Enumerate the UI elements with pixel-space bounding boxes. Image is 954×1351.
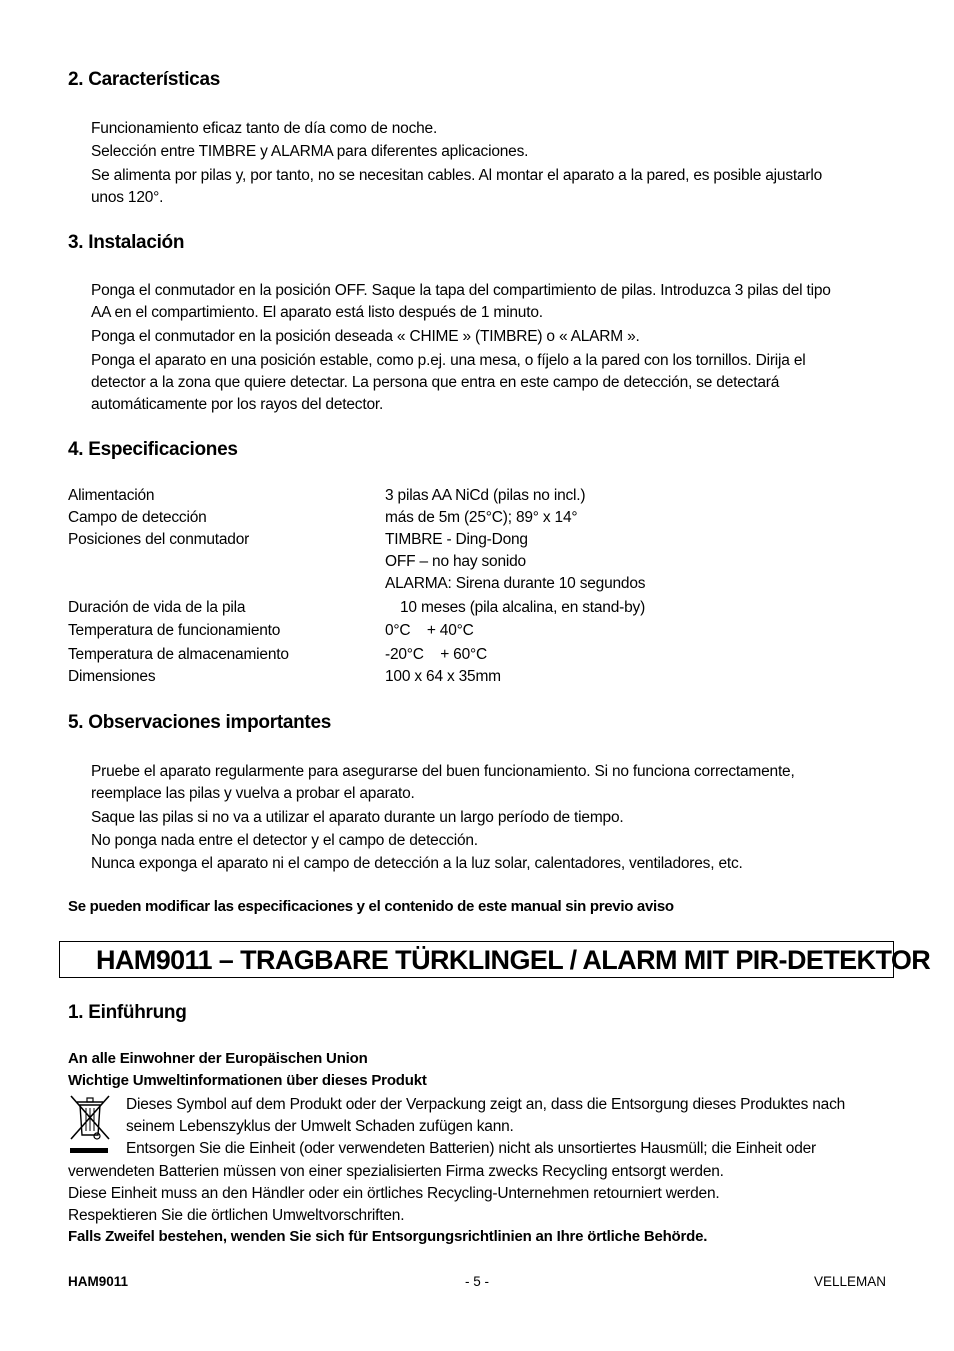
spec-label: Alimentación <box>68 487 155 504</box>
instalacion-line-6: automáticamente por los rayos del detector. <box>91 396 384 413</box>
einfuehrung-line-3: Entsorgen Sie die Einheit (oder verwendeten Batterien) nicht als unsortiertes Hausmüll; die Einheit oder <box>126 1140 817 1157</box>
footer-page-number: - 5 - <box>465 1274 490 1289</box>
einfuehrung-final-bold: Falls Zweifel bestehen, wenden Sie sich für Entsorgungsrichtlinien an Ihre örtliche Behörde. <box>68 1228 708 1245</box>
spec-value: OFF – no hay sonido <box>385 553 526 570</box>
observaciones-line-5: Nunca exponga el aparato ni el campo de detección a la luz solar, calentadores, ventiladores, etc. <box>91 855 743 872</box>
caracteristicas-line-1: Funcionamiento eficaz tanto de día como de noche. <box>91 120 438 137</box>
heading-especificaciones: 4. Especificaciones <box>68 439 238 460</box>
spec-label: Posiciones del conmutador <box>68 531 250 548</box>
einfuehrung-line-2: seinem Lebenszyklus der Umwelt Schaden zufügen kann. <box>126 1118 514 1135</box>
spec-value: más de 5m (25°C); 89° x 14° <box>385 509 578 526</box>
einfuehrung-bold-line-2: Wichtige Umweltinformationen über dieses Produkt <box>68 1072 427 1089</box>
spec-label: Temperatura de almacenamiento <box>68 646 289 663</box>
spec-value: 100 x 64 x 35mm <box>385 668 501 685</box>
instalacion-line-5: detector a la zona que quiere detectar. La persona que entra en este campo de detección, se detectará <box>91 374 780 391</box>
einfuehrung-bold-line-1: An alle Einwohner der Europäischen Union <box>68 1050 368 1067</box>
spec-label: Duración de vida de la pila <box>68 599 246 616</box>
spec-label: Dimensiones <box>68 668 156 685</box>
observaciones-line-2: reemplace las pilas y vuelva a probar el aparato. <box>91 785 415 802</box>
caracteristicas-line-4: unos 120°. <box>91 189 164 206</box>
caracteristicas-line-2: Selección entre TIMBRE y ALARMA para diferentes aplicaciones. <box>91 143 529 160</box>
observaciones-line-4: No ponga nada entre el detector y el campo de detección. <box>91 832 478 849</box>
einfuehrung-line-1: Dieses Symbol auf dem Produkt oder der Verpackung zeigt an, dass die Entsorgung dieses Produktes nach <box>126 1096 846 1113</box>
spec-label: Temperatura de funcionamiento <box>68 622 281 639</box>
einfuehrung-line-5: Diese Einheit muss an den Händler oder ein örtliches Recycling-Unternehmen retourniert werden. <box>68 1185 720 1202</box>
observaciones-line-3: Saque las pilas si no va a utilizar el aparato durante un largo período de tiempo. <box>91 809 624 826</box>
instalacion-line-4: Ponga el aparato en una posición estable, como p.ej. una mesa, o fíjelo a la pared con los tornillos. Dirija el <box>91 352 806 369</box>
spec-value: 3 pilas AA NiCd (pilas no incl.) <box>385 487 586 504</box>
einfuehrung-line-6: Respektieren Sie die örtlichen Umweltvorschriften. <box>68 1207 405 1224</box>
caracteristicas-line-3: Se alimenta por pilas y, por tanto, no se necesitan cables. Al montar el aparato a la pared, es posible ajustarlo <box>91 167 823 184</box>
crossed-out-wheelie-bin-icon <box>68 1093 112 1153</box>
heading-einfuehrung: 1. Einführung <box>68 1002 187 1023</box>
footer-model: HAM9011 <box>68 1274 129 1289</box>
instalacion-line-2: AA en el compartimiento. El aparato está listo después de 1 minuto. <box>91 304 543 321</box>
spec-value: 10 meses (pila alcalina, en stand-by) <box>400 599 646 616</box>
spec-value: 0°C + 40°C <box>385 622 474 639</box>
german-title: HAM9011 – TRAGBARE TÜRKLINGEL / ALARM MIT PIR-DETEKTOR <box>96 945 931 975</box>
heading-observaciones: 5. Observaciones importantes <box>68 712 331 733</box>
notice-text: Se pueden modificar las especificaciones y el contenido de este manual sin previo aviso <box>68 898 674 915</box>
footer-brand: VELLEMAN <box>813 1274 886 1289</box>
heading-instalacion: 3. Instalación <box>68 232 185 253</box>
spec-value: -20°C + 60°C <box>385 646 488 663</box>
heading-caracteristicas: 2. Características <box>68 69 220 90</box>
einfuehrung-line-4: verwendeten Batterien müssen von einer spezialisierten Firma zwecks Recycling entsorgt werden. <box>68 1163 724 1180</box>
instalacion-line-3: Ponga el conmutador en la posición deseada « CHIME » (TIMBRE) o « ALARM ». <box>91 328 640 345</box>
spec-value: TIMBRE - Ding-Dong <box>385 531 528 548</box>
spec-label: Campo de detección <box>68 509 207 526</box>
instalacion-line-1: Ponga el conmutador en la posición OFF. Saque la tapa del compartimiento de pilas. Introduzca 3 pilas del tipo <box>91 282 831 299</box>
observaciones-line-1: Pruebe el aparato regularmente para asegurarse del buen funcionamiento. Si no funciona correctamente, <box>91 763 795 780</box>
spec-value: ALARMA: Sirena durante 10 segundos <box>385 575 646 592</box>
